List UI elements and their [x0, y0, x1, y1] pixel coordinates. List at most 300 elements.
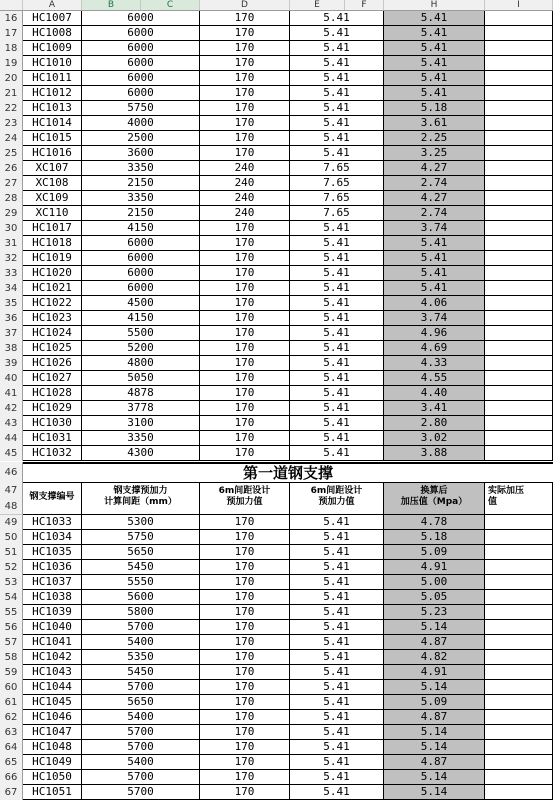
cell-actual[interactable]: [485, 416, 553, 431]
cell-converted[interactable]: 5.41: [384, 11, 485, 26]
cell-distance[interactable]: 5600: [82, 590, 200, 605]
cell-distance[interactable]: 5450: [82, 560, 200, 575]
column-header-e[interactable]: E: [290, 0, 345, 10]
cell-design-value[interactable]: 170: [200, 446, 290, 461]
cell-brace-id[interactable]: HC1018: [23, 236, 82, 251]
cell-distance[interactable]: 5700: [82, 770, 200, 785]
cell-design-value-2[interactable]: 5.41: [290, 296, 384, 311]
row-header[interactable]: 39: [0, 356, 23, 371]
cell-converted[interactable]: 5.14: [384, 725, 485, 740]
cell-distance[interactable]: 6000: [82, 86, 200, 101]
cell-design-value[interactable]: 170: [200, 605, 290, 620]
cell-brace-id[interactable]: HC1044: [23, 680, 82, 695]
cell-brace-id[interactable]: HC1031: [23, 431, 82, 446]
cell-distance[interactable]: 6000: [82, 41, 200, 56]
cell-distance[interactable]: 2150: [82, 206, 200, 221]
cell-design-value-2[interactable]: 5.41: [290, 101, 384, 116]
cell-distance[interactable]: 4300: [82, 446, 200, 461]
row-header[interactable]: 65: [0, 755, 23, 770]
cell-actual[interactable]: [485, 695, 553, 710]
cell-actual[interactable]: [485, 11, 553, 26]
column-header-d[interactable]: D: [200, 0, 290, 10]
row-header[interactable]: 57: [0, 635, 23, 650]
row-header[interactable]: 19: [0, 56, 23, 71]
cell-brace-id[interactable]: HC1026: [23, 356, 82, 371]
cell-brace-id[interactable]: HC1041: [23, 635, 82, 650]
row-header[interactable]: 23: [0, 116, 23, 131]
cell-brace-id[interactable]: HC1029: [23, 401, 82, 416]
cell-distance[interactable]: 5700: [82, 740, 200, 755]
cell-distance[interactable]: 3350: [82, 431, 200, 446]
cell-actual[interactable]: [485, 281, 553, 296]
row-header[interactable]: 45: [0, 446, 23, 461]
cell-design-value-2[interactable]: 5.41: [290, 725, 384, 740]
cell-design-value[interactable]: 240: [200, 161, 290, 176]
cell-design-value[interactable]: 170: [200, 281, 290, 296]
cell-actual[interactable]: [485, 191, 553, 206]
select-all-corner[interactable]: [0, 0, 23, 10]
row-header[interactable]: 28: [0, 191, 23, 206]
cell-design-value-2[interactable]: 5.41: [290, 116, 384, 131]
cell-actual[interactable]: [485, 431, 553, 446]
cell-distance[interactable]: 6000: [82, 11, 200, 26]
cell-design-value-2[interactable]: 5.41: [290, 605, 384, 620]
cell-brace-id[interactable]: HC1017: [23, 221, 82, 236]
cell-distance[interactable]: 4878: [82, 386, 200, 401]
cell-distance[interactable]: 4500: [82, 296, 200, 311]
cell-brace-id[interactable]: HC1040: [23, 620, 82, 635]
cell-distance[interactable]: 5750: [82, 530, 200, 545]
cell-actual[interactable]: [485, 236, 553, 251]
row-header[interactable]: 60: [0, 680, 23, 695]
cell-converted[interactable]: 5.41: [384, 26, 485, 41]
cell-actual[interactable]: [485, 680, 553, 695]
cell-brace-id[interactable]: HC1027: [23, 371, 82, 386]
cell-design-value-2[interactable]: 5.41: [290, 431, 384, 446]
cell-brace-id[interactable]: XC109: [23, 191, 82, 206]
cell-design-value[interactable]: 170: [200, 11, 290, 26]
cell-converted[interactable]: 4.82: [384, 650, 485, 665]
cell-brace-id[interactable]: HC1037: [23, 575, 82, 590]
row-header[interactable]: 18: [0, 41, 23, 56]
row-header[interactable]: 56: [0, 620, 23, 635]
cell-converted[interactable]: 4.27: [384, 161, 485, 176]
cell-actual[interactable]: [485, 266, 553, 281]
cell-brace-id[interactable]: HC1042: [23, 650, 82, 665]
cell-distance[interactable]: 5700: [82, 620, 200, 635]
cell-converted[interactable]: 4.91: [384, 560, 485, 575]
cell-design-value[interactable]: 170: [200, 725, 290, 740]
cell-converted[interactable]: 4.87: [384, 710, 485, 725]
cell-actual[interactable]: [485, 131, 553, 146]
row-header[interactable]: 16: [0, 11, 23, 26]
cell-converted[interactable]: 2.25: [384, 131, 485, 146]
cell-design-value[interactable]: 170: [200, 251, 290, 266]
cell-actual[interactable]: [485, 545, 553, 560]
heading-design-preload[interactable]: 6m间距设计 预加力值: [200, 483, 290, 515]
cell-brace-id[interactable]: HC1039: [23, 605, 82, 620]
cell-design-value[interactable]: 170: [200, 635, 290, 650]
heading-preload-distance[interactable]: 钢支撑预加力 计算间距（mm）: [82, 483, 200, 515]
cell-actual[interactable]: [485, 326, 553, 341]
cell-design-value[interactable]: 240: [200, 206, 290, 221]
cell-distance[interactable]: 2500: [82, 131, 200, 146]
cell-converted[interactable]: 5.00: [384, 575, 485, 590]
cell-distance[interactable]: 4150: [82, 221, 200, 236]
cell-converted[interactable]: 4.91: [384, 665, 485, 680]
cell-design-value[interactable]: 170: [200, 680, 290, 695]
cell-design-value-2[interactable]: 5.41: [290, 221, 384, 236]
cell-actual[interactable]: [485, 56, 553, 71]
cell-brace-id[interactable]: HC1020: [23, 266, 82, 281]
cell-converted[interactable]: 4.78: [384, 515, 485, 530]
row-header[interactable]: 29: [0, 206, 23, 221]
cell-design-value[interactable]: 240: [200, 191, 290, 206]
cell-distance[interactable]: 6000: [82, 236, 200, 251]
column-header-a[interactable]: A: [23, 0, 82, 10]
cell-design-value[interactable]: 170: [200, 341, 290, 356]
cell-distance[interactable]: 5800: [82, 605, 200, 620]
cell-converted[interactable]: 5.09: [384, 695, 485, 710]
cell-brace-id[interactable]: HC1019: [23, 251, 82, 266]
row-header[interactable]: 35: [0, 296, 23, 311]
cell-design-value-2[interactable]: 5.41: [290, 71, 384, 86]
cell-design-value[interactable]: 170: [200, 86, 290, 101]
cell-actual[interactable]: [485, 401, 553, 416]
cell-actual[interactable]: [485, 515, 553, 530]
cell-converted[interactable]: 5.41: [384, 56, 485, 71]
cell-converted[interactable]: 5.41: [384, 236, 485, 251]
cell-converted[interactable]: 5.14: [384, 770, 485, 785]
cell-design-value[interactable]: 170: [200, 401, 290, 416]
cell-converted[interactable]: 4.55: [384, 371, 485, 386]
heading-converted-pressure[interactable]: 换算后 加压值（Mpa）: [384, 483, 485, 515]
cell-actual[interactable]: [485, 785, 553, 800]
cell-actual[interactable]: [485, 356, 553, 371]
heading-actual-pressure[interactable]: 实际加压 值: [485, 483, 553, 515]
cell-distance[interactable]: 5750: [82, 101, 200, 116]
cell-design-value[interactable]: 170: [200, 56, 290, 71]
row-header[interactable]: 50: [0, 530, 23, 545]
row-header[interactable]: 33: [0, 266, 23, 281]
cell-actual[interactable]: [485, 770, 553, 785]
cell-design-value[interactable]: 170: [200, 650, 290, 665]
cell-actual[interactable]: [485, 116, 553, 131]
cell-actual[interactable]: [485, 530, 553, 545]
cell-converted[interactable]: 5.41: [384, 86, 485, 101]
cell-design-value-2[interactable]: 5.41: [290, 11, 384, 26]
cell-converted[interactable]: 2.74: [384, 176, 485, 191]
cell-brace-id[interactable]: HC1024: [23, 326, 82, 341]
section-title[interactable]: 第一道钢支撑: [23, 462, 553, 483]
cell-brace-id[interactable]: HC1008: [23, 26, 82, 41]
row-header[interactable]: 38: [0, 341, 23, 356]
cell-actual[interactable]: [485, 146, 553, 161]
row-header[interactable]: 43: [0, 416, 23, 431]
cell-distance[interactable]: 3600: [82, 146, 200, 161]
cell-brace-id[interactable]: HC1048: [23, 740, 82, 755]
cell-distance[interactable]: 2150: [82, 176, 200, 191]
row-header[interactable]: 46: [0, 462, 23, 483]
cell-design-value-2[interactable]: 5.41: [290, 416, 384, 431]
cell-actual[interactable]: [485, 710, 553, 725]
cell-distance[interactable]: 6000: [82, 251, 200, 266]
cell-design-value-2[interactable]: 7.65: [290, 176, 384, 191]
cell-design-value-2[interactable]: 5.41: [290, 545, 384, 560]
cell-distance[interactable]: 5650: [82, 695, 200, 710]
column-header-i[interactable]: I: [485, 0, 553, 10]
cell-brace-id[interactable]: HC1050: [23, 770, 82, 785]
cell-brace-id[interactable]: HC1034: [23, 530, 82, 545]
cell-brace-id[interactable]: HC1043: [23, 665, 82, 680]
cell-actual[interactable]: [485, 371, 553, 386]
cell-converted[interactable]: 5.14: [384, 740, 485, 755]
cell-design-value[interactable]: 170: [200, 356, 290, 371]
cell-actual[interactable]: [485, 446, 553, 461]
cell-actual[interactable]: [485, 755, 553, 770]
cell-distance[interactable]: 3350: [82, 161, 200, 176]
cell-converted[interactable]: 4.27: [384, 191, 485, 206]
cell-design-value[interactable]: 170: [200, 770, 290, 785]
cell-converted[interactable]: 5.41: [384, 281, 485, 296]
cell-brace-id[interactable]: HC1013: [23, 101, 82, 116]
row-header[interactable]: 54: [0, 590, 23, 605]
cell-brace-id[interactable]: HC1015: [23, 131, 82, 146]
cell-design-value[interactable]: 170: [200, 146, 290, 161]
cell-design-value-2[interactable]: 5.41: [290, 56, 384, 71]
cell-design-value-2[interactable]: 5.41: [290, 590, 384, 605]
cell-converted[interactable]: 5.18: [384, 101, 485, 116]
cell-converted[interactable]: 2.80: [384, 416, 485, 431]
cell-design-value-2[interactable]: 5.41: [290, 236, 384, 251]
cell-converted[interactable]: 3.74: [384, 221, 485, 236]
cell-converted[interactable]: 3.41: [384, 401, 485, 416]
cell-design-value[interactable]: 240: [200, 176, 290, 191]
cell-design-value-2[interactable]: 5.41: [290, 530, 384, 545]
cell-brace-id[interactable]: HC1033: [23, 515, 82, 530]
cell-design-value[interactable]: 170: [200, 620, 290, 635]
cell-brace-id[interactable]: HC1036: [23, 560, 82, 575]
cell-design-value-2[interactable]: 5.41: [290, 371, 384, 386]
cell-design-value[interactable]: 170: [200, 755, 290, 770]
cell-design-value-2[interactable]: 5.41: [290, 680, 384, 695]
cell-brace-id[interactable]: HC1011: [23, 71, 82, 86]
cell-design-value-2[interactable]: 5.41: [290, 770, 384, 785]
row-header[interactable]: 22: [0, 101, 23, 116]
cell-brace-id[interactable]: HC1007: [23, 11, 82, 26]
cell-design-value-2[interactable]: 5.41: [290, 755, 384, 770]
cell-brace-id[interactable]: HC1022: [23, 296, 82, 311]
cell-distance[interactable]: 5450: [82, 665, 200, 680]
cell-distance[interactable]: 5700: [82, 785, 200, 800]
row-header[interactable]: 63: [0, 725, 23, 740]
cell-brace-id[interactable]: HC1010: [23, 56, 82, 71]
cell-actual[interactable]: [485, 605, 553, 620]
cell-actual[interactable]: [485, 41, 553, 56]
cell-converted[interactable]: 3.25: [384, 146, 485, 161]
cell-design-value[interactable]: 170: [200, 416, 290, 431]
cell-actual[interactable]: [485, 725, 553, 740]
row-header[interactable]: 52: [0, 560, 23, 575]
row-header[interactable]: 20: [0, 71, 23, 86]
heading-brace-id[interactable]: 钢支撑编号: [23, 483, 82, 515]
cell-converted[interactable]: 3.61: [384, 116, 485, 131]
cell-distance[interactable]: 6000: [82, 56, 200, 71]
cell-design-value-2[interactable]: 5.41: [290, 341, 384, 356]
cell-actual[interactable]: [485, 590, 553, 605]
cell-brace-id[interactable]: HC1038: [23, 590, 82, 605]
row-header[interactable]: 55: [0, 605, 23, 620]
cell-design-value[interactable]: 170: [200, 560, 290, 575]
cell-design-value-2[interactable]: 5.41: [290, 635, 384, 650]
cell-design-value-2[interactable]: 7.65: [290, 161, 384, 176]
row-header[interactable]: 53: [0, 575, 23, 590]
cell-design-value-2[interactable]: 5.41: [290, 26, 384, 41]
cell-brace-id[interactable]: HC1035: [23, 545, 82, 560]
cell-design-value[interactable]: 170: [200, 710, 290, 725]
row-header[interactable]: 17: [0, 26, 23, 41]
row-header[interactable]: 40: [0, 371, 23, 386]
row-header[interactable]: 44: [0, 431, 23, 446]
cell-brace-id[interactable]: HC1045: [23, 695, 82, 710]
cell-design-value-2[interactable]: 5.41: [290, 356, 384, 371]
cell-design-value-2[interactable]: 5.41: [290, 311, 384, 326]
cell-design-value-2[interactable]: 5.41: [290, 326, 384, 341]
cell-design-value[interactable]: 170: [200, 236, 290, 251]
cell-brace-id[interactable]: HC1051: [23, 785, 82, 800]
cell-actual[interactable]: [485, 71, 553, 86]
cell-design-value-2[interactable]: 7.65: [290, 206, 384, 221]
cell-design-value[interactable]: 170: [200, 26, 290, 41]
cell-actual[interactable]: [485, 665, 553, 680]
row-header[interactable]: 32: [0, 251, 23, 266]
cell-design-value[interactable]: 170: [200, 71, 290, 86]
cell-design-value[interactable]: 170: [200, 515, 290, 530]
cell-actual[interactable]: [485, 296, 553, 311]
cell-brace-id[interactable]: HC1012: [23, 86, 82, 101]
cell-design-value[interactable]: 170: [200, 131, 290, 146]
cell-design-value[interactable]: 170: [200, 590, 290, 605]
cell-converted[interactable]: 5.18: [384, 530, 485, 545]
cell-actual[interactable]: [485, 251, 553, 266]
cell-converted[interactable]: 5.14: [384, 680, 485, 695]
cell-design-value[interactable]: 170: [200, 266, 290, 281]
cell-design-value-2[interactable]: 7.65: [290, 191, 384, 206]
cell-converted[interactable]: 5.05: [384, 590, 485, 605]
row-header[interactable]: 59: [0, 665, 23, 680]
cell-converted[interactable]: 5.41: [384, 71, 485, 86]
cell-design-value-2[interactable]: 5.41: [290, 710, 384, 725]
cell-distance[interactable]: 3350: [82, 191, 200, 206]
cell-converted[interactable]: 4.06: [384, 296, 485, 311]
cell-actual[interactable]: [485, 26, 553, 41]
cell-design-value[interactable]: 170: [200, 695, 290, 710]
cell-distance[interactable]: 5500: [82, 326, 200, 341]
cell-distance[interactable]: 4800: [82, 356, 200, 371]
column-header-f[interactable]: F: [345, 0, 384, 10]
row-header[interactable]: 42: [0, 401, 23, 416]
cell-converted[interactable]: 2.74: [384, 206, 485, 221]
cell-design-value[interactable]: 170: [200, 386, 290, 401]
cell-actual[interactable]: [485, 560, 553, 575]
cell-distance[interactable]: 5700: [82, 680, 200, 695]
cell-brace-id[interactable]: HC1047: [23, 725, 82, 740]
cell-design-value[interactable]: 170: [200, 221, 290, 236]
cell-converted[interactable]: 3.88: [384, 446, 485, 461]
row-header[interactable]: 58: [0, 650, 23, 665]
cell-distance[interactable]: 5050: [82, 371, 200, 386]
cell-actual[interactable]: [485, 575, 553, 590]
row-header[interactable]: 31: [0, 236, 23, 251]
cell-design-value[interactable]: 170: [200, 575, 290, 590]
column-header-c[interactable]: C: [141, 0, 200, 10]
cell-converted[interactable]: 5.23: [384, 605, 485, 620]
cell-design-value-2[interactable]: 5.41: [290, 41, 384, 56]
cell-design-value[interactable]: 170: [200, 326, 290, 341]
cell-design-value-2[interactable]: 5.41: [290, 86, 384, 101]
cell-design-value[interactable]: 170: [200, 41, 290, 56]
cell-converted[interactable]: 5.14: [384, 785, 485, 800]
cell-brace-id[interactable]: HC1049: [23, 755, 82, 770]
cell-brace-id[interactable]: HC1014: [23, 116, 82, 131]
cell-converted[interactable]: 4.69: [384, 341, 485, 356]
cell-distance[interactable]: 5350: [82, 650, 200, 665]
cell-design-value-2[interactable]: 5.41: [290, 620, 384, 635]
cell-brace-id[interactable]: HC1025: [23, 341, 82, 356]
cell-distance[interactable]: 4150: [82, 311, 200, 326]
cell-design-value-2[interactable]: 5.41: [290, 695, 384, 710]
cell-distance[interactable]: 5200: [82, 341, 200, 356]
cell-distance[interactable]: 5300: [82, 515, 200, 530]
cell-design-value[interactable]: 170: [200, 101, 290, 116]
row-header[interactable]: 49: [0, 515, 23, 530]
row-header[interactable]: 30: [0, 221, 23, 236]
cell-design-value[interactable]: 170: [200, 530, 290, 545]
cell-brace-id[interactable]: XC107: [23, 161, 82, 176]
cell-brace-id[interactable]: HC1046: [23, 710, 82, 725]
cell-actual[interactable]: [485, 740, 553, 755]
cell-design-value[interactable]: 170: [200, 116, 290, 131]
cell-actual[interactable]: [485, 386, 553, 401]
cell-brace-id[interactable]: HC1032: [23, 446, 82, 461]
cell-design-value-2[interactable]: 5.41: [290, 650, 384, 665]
cell-converted[interactable]: 4.40: [384, 386, 485, 401]
cell-distance[interactable]: 6000: [82, 26, 200, 41]
cell-actual[interactable]: [485, 221, 553, 236]
cell-converted[interactable]: 4.33: [384, 356, 485, 371]
cell-actual[interactable]: [485, 176, 553, 191]
cell-design-value[interactable]: 170: [200, 296, 290, 311]
row-header[interactable]: 37: [0, 326, 23, 341]
cell-design-value[interactable]: 170: [200, 431, 290, 446]
row-header[interactable]: 64: [0, 740, 23, 755]
cell-converted[interactable]: 5.41: [384, 251, 485, 266]
cell-design-value[interactable]: 170: [200, 311, 290, 326]
cell-design-value[interactable]: 170: [200, 740, 290, 755]
cell-design-value-2[interactable]: 5.41: [290, 446, 384, 461]
cell-design-value[interactable]: 170: [200, 371, 290, 386]
cell-distance[interactable]: 5650: [82, 545, 200, 560]
cell-design-value-2[interactable]: 5.41: [290, 560, 384, 575]
cell-design-value-2[interactable]: 5.41: [290, 131, 384, 146]
cell-design-value-2[interactable]: 5.41: [290, 785, 384, 800]
row-header[interactable]: 61: [0, 695, 23, 710]
cell-brace-id[interactable]: HC1009: [23, 41, 82, 56]
cell-actual[interactable]: [485, 620, 553, 635]
cell-actual[interactable]: [485, 161, 553, 176]
cell-design-value[interactable]: 170: [200, 665, 290, 680]
row-header[interactable]: 67: [0, 785, 23, 800]
